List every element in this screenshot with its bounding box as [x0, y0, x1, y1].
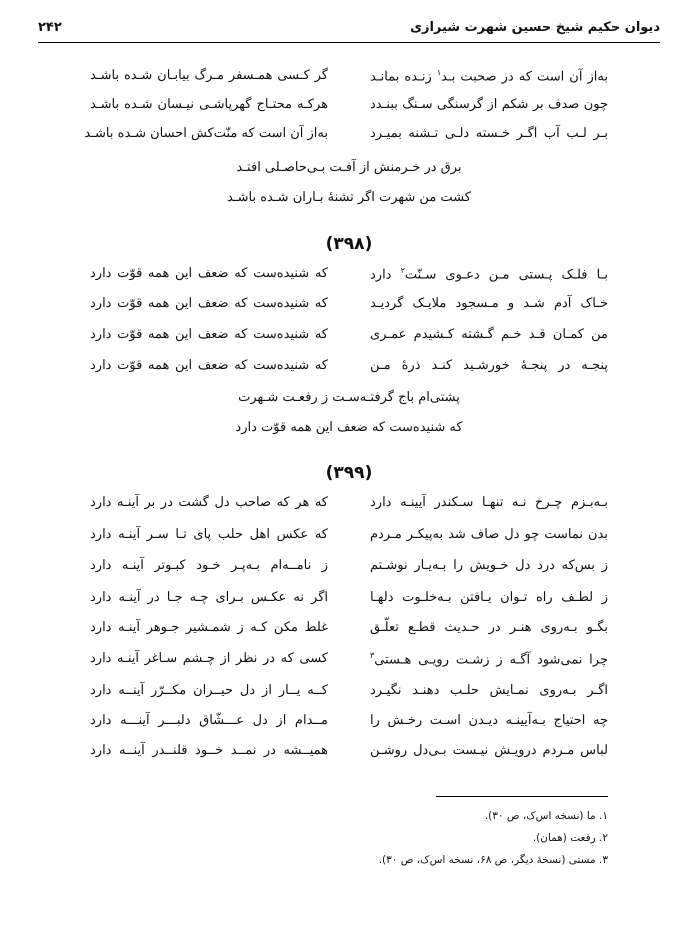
- couplet: [90, 743, 608, 765]
- final-couplet-line: که شنیده‌ست که ضعف این همه قوّت دارد: [235, 420, 463, 435]
- couplet: [90, 266, 608, 288]
- running-header: [38, 14, 660, 43]
- hemistich-right: پنجـه در پنجـهٔ خورشـید کنـد ذرهٔ مـن: [370, 358, 608, 373]
- final-couplet-line: پشتی‌ام باج گرفتـه‌سـت ز رفعـت شـهرت: [238, 390, 460, 405]
- hemistich-left: غلط مکن کـه ز شمـشیر جـوهر آینـه دارد: [90, 620, 328, 635]
- hemistich-left: مــدام از دل عـــشّاق دلبـــر آینـــه دارد: [90, 713, 328, 728]
- hemistich-right: چرا نمی‌شود آگـه ز زشـت رویـی هـستی$^۳$: [370, 651, 608, 668]
- couplet: [90, 327, 608, 349]
- hemistich-left: اگر نه عکـس بـرای چـه جـا در آینـه دارد: [90, 590, 328, 605]
- couplet: [90, 558, 608, 580]
- hemistich-left: به‌از آن است که منّت‌کش احسان شـده باشـد: [84, 126, 328, 141]
- poem-number: (۳۹۸): [325, 234, 373, 254]
- footnote-divider: [436, 796, 608, 797]
- hemistich-right: به‌از آن است که در صحبت بـد$^۱$ زنـده بمانـد: [370, 68, 608, 85]
- footnote: ۲. رفعت (همان).: [532, 832, 608, 844]
- couplet: [90, 683, 608, 705]
- hemistich-right: بدن نماست چو دل صاف شد به‌پیکـر مـردم: [370, 527, 608, 542]
- hemistich-left: هرکـه محتـاج گهرپاشـی نیـسان شـده باشـد: [90, 97, 328, 112]
- hemistich-left: که شنیده‌ست که ضعف این همه قوّت دارد: [90, 266, 328, 281]
- hemistich-right: بـا فلـک پـستی مـن دعـوی سـنّت$^۲$ دارد: [370, 266, 608, 283]
- hemistich-left: که شنیده‌ست که ضعف این همه قوّت دارد: [90, 327, 328, 342]
- hemistich-right: بـر لـب آب اگـر خـسته دلـی تـشنه بمیـرد: [370, 126, 608, 141]
- hemistich-right: چه احتیاج بـه‌آیینـه دیـدن اسـت رخـش را: [370, 713, 608, 728]
- couplet: [90, 296, 608, 318]
- hemistich-left: که هر که صاحب دل گشت در بر آینـه دارد: [90, 495, 328, 510]
- hemistich-right: ز لطـف راه تـوان یـافتن بـه‌خلـوت دلهـا: [370, 590, 608, 605]
- couplet: [90, 590, 608, 612]
- hemistich-left: ز نامــه‌ام بـه‌پـر خـود کبـوتر آینـه دارد: [90, 558, 328, 573]
- couplet: [90, 495, 608, 517]
- poem-number: (۳۹۹): [325, 463, 373, 483]
- final-couplet-line: برق در خـرمنش از آفـت بـی‌حاصـلی افتـد: [236, 160, 462, 175]
- hemistich-left: که عکس اهل حلب پای تـا سـر آینـه دارد: [90, 527, 328, 542]
- hemistich-left: همیــشه در نمــد خــود قلنــدر آینــه دارد: [90, 743, 328, 758]
- hemistich-right: چون صدف بر شکم از گرسنگی سـنگ ببنـدد: [370, 97, 608, 112]
- couplet: [90, 651, 608, 673]
- page-number: ۲۴۲: [38, 20, 62, 35]
- footnote: ۳. مستی (نسخهٔ دیگر، ص ۶۸، نسخه اس‌ک، ص ۳۰).: [378, 854, 608, 866]
- hemistich-left: که شنیده‌ست که ضعف این همه قوّت دارد: [90, 296, 328, 311]
- hemistich-right: خـاک آدم شـد و مـسجود ملایـک گردیـد: [370, 296, 608, 311]
- hemistich-right: اگـر بـه‌روی نمـایش حلـب دهنـد نگیـرد: [370, 683, 608, 698]
- couplet: [90, 97, 608, 119]
- couplet: [90, 713, 608, 735]
- hemistich-right: من کمـان قـد خـم گـشته کـشیدم عمـری: [370, 327, 608, 342]
- hemistich-left: که شنیده‌ست که ضعف این همه قوّت دارد: [90, 358, 328, 373]
- hemistich-left: گر کـسی همـسفر مـرگ بیابـان شـده باشـد: [90, 68, 328, 83]
- couplet: [90, 358, 608, 380]
- couplet: [90, 620, 608, 642]
- hemistich-right: لباس مـردم درویـش نیـست بـی‌دل روشـن: [370, 743, 608, 758]
- hemistich-left: کسی که در نظر از چـشم سـاغر آینـه دارد: [90, 651, 328, 666]
- couplet: [90, 527, 608, 549]
- hemistich-right: بـه‌بـزم چـرخ نـه تنهـا سـکندر آیینـه دارد: [370, 495, 608, 510]
- couplet: [84, 126, 608, 148]
- final-couplet-line: کشت من شهرت اگر تشنهٔ بـاران شـده باشـد: [227, 190, 471, 205]
- footnote: ۱. ما (نسخه اس‌ک، ص ۳۰).: [484, 810, 608, 822]
- hemistich-right: ز بس‌که درد دل خـویش را بـه‌یـار نوشـتم: [370, 558, 608, 573]
- hemistich-left: کــه یــار از دل حیــران مکــرّر آینــه دارد: [90, 683, 328, 698]
- book-title: دیوان حکیم شیخ حسین شهرت شیرازی: [410, 20, 660, 35]
- hemistich-right: بگـو بـه‌روی هنـر در حـدیث قطـع تعلّـق: [370, 620, 608, 635]
- couplet: [90, 68, 608, 90]
